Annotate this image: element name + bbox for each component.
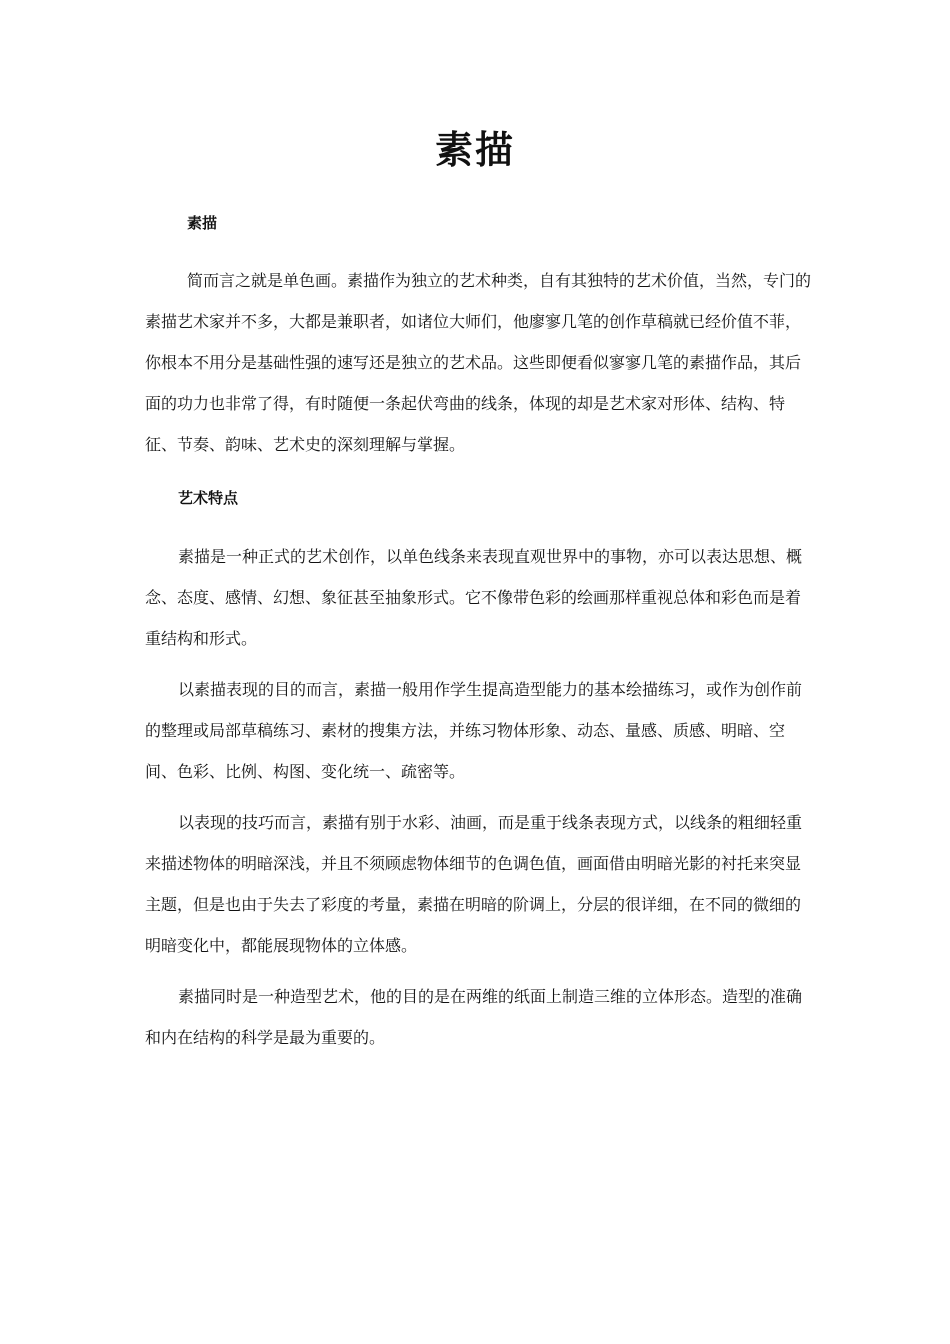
paragraph: 素描同时是一种造型艺术，他的目的是在两维的纸面上制造三维的立体形态。造型的准确和内在结构的科学是最为重要的。 — [145, 987, 803, 1047]
paragraph: 素描是一种正式的艺术创作，以单色线条来表现直观世界中的事物，亦可以表达思想、概念、态度、感情、幻想、象征甚至抽象形式。它不像带色彩的绘画那样重视总体和彩色而是着重结构和形式。 — [145, 547, 803, 648]
section-heading-art-features: 艺术特点 — [178, 489, 239, 507]
document-title: 素描 — [434, 128, 515, 172]
paragraph: 以表现的技巧而言，素描有别于水彩、油画，而是重于线条表现方式，以线条的粗细轻重来描述物体的明暗深浅，并且不须顾虑物体细节的色调色值，画面借由明暗光影的衬托来突显主题，但是也由于失去了彩度的考量，素描在明暗的阶调上，分层的很详细，在不同的微细的明暗变化中，都能展现物体的立体感。 — [145, 813, 803, 955]
section-heading-sketch: 素描 — [187, 214, 218, 232]
paragraph: 以素描表现的目的而言，素描一般用作学生提高造型能力的基本绘描练习，或作为创作前的整理或局部草稿练习、素材的搜集方法，并练习物体形象、动态、量感、质感、明暗、空间、色彩、比例、构图、变化统一、疏密等。 — [145, 680, 803, 781]
document-body — [145, 208, 813, 1058]
paragraph: 简而言之就是单色画。素描作为独立的艺术种类，自有其独特的艺术价值，当然，专门的素描艺术家并不多，大都是兼职者，如诸位大师们，他廖寥几笔的创作草稿就已经价值不菲，你根本不用分是基础性强的速写还是独立的艺术品。这些即便看似寥寥几笔的素描作品，其后面的功力也非常了得，有时随便一条起伏弯曲的线条，体现的却是艺术家对形体、结构、特征、节奏、韵味、艺术史的深刻理解与掌握。 — [145, 271, 812, 454]
